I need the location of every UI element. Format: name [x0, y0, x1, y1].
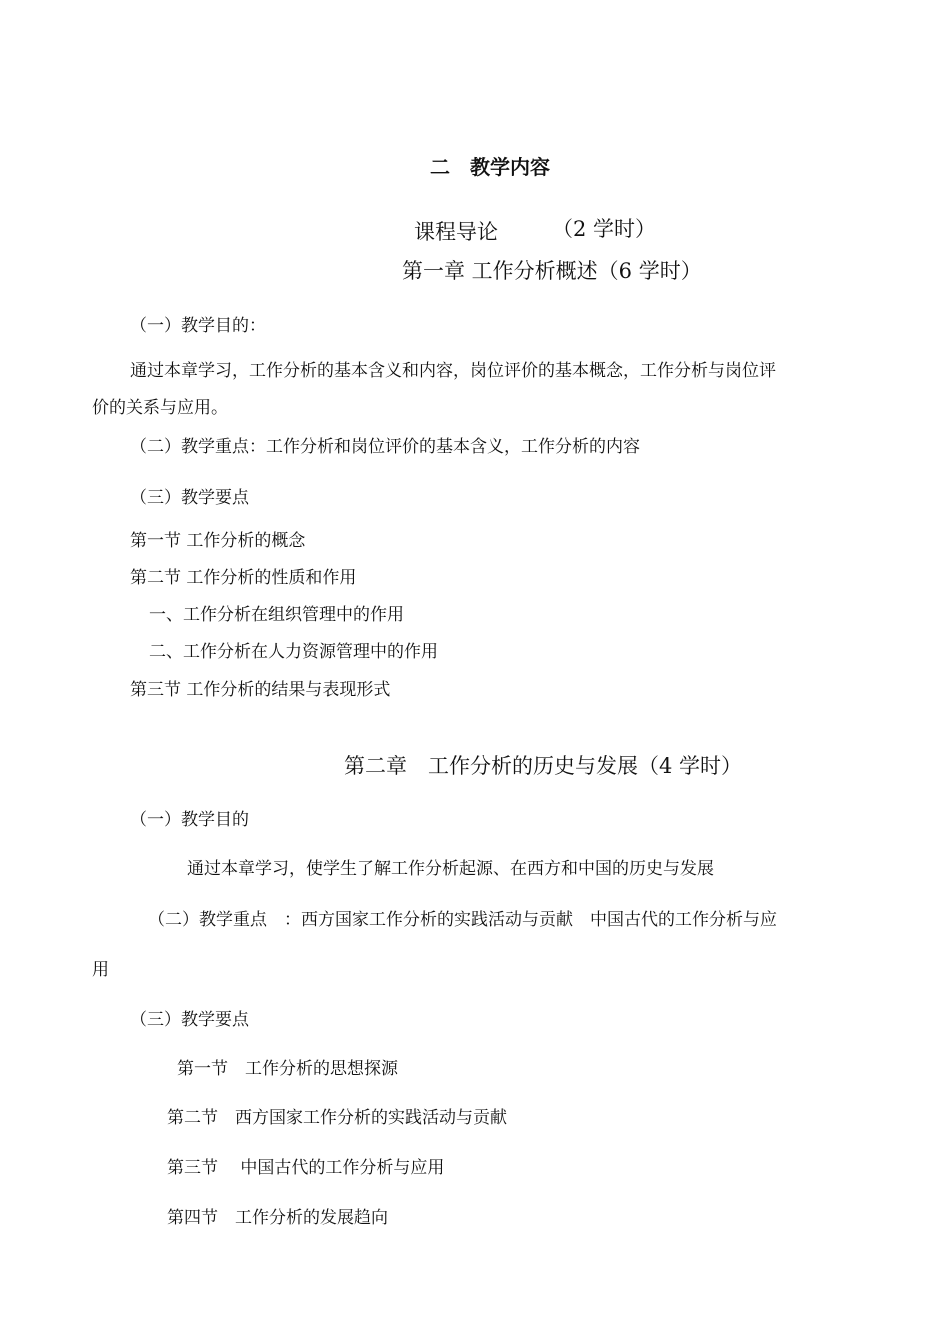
chapter2-item: 第一节 工作分析的思想探源 — [177, 1059, 398, 1079]
chapter2-item: 第四节 工作分析的发展趋向 — [167, 1208, 388, 1228]
intro-title: 课程导论 — [414, 220, 498, 244]
chapter2-item: 第三节 中国古代的工作分析与应用 — [167, 1158, 445, 1178]
chapter2-objective-text: 通过本章学习，使学生了解工作分析起源、在西方和中国的历史与发展 — [187, 859, 714, 879]
chapter2-title: 第二章 工作分析的历史与发展（4 学时） — [344, 754, 743, 778]
section-title: 二 教学内容 — [430, 155, 550, 179]
chapter2-points-heading: （三）教学要点 — [130, 1010, 249, 1030]
chapter1-item: 第三节 工作分析的结果与表现形式 — [130, 680, 391, 700]
chapter1-item: 一、工作分析在组织管理中的作用 — [149, 605, 404, 625]
chapter2-item: 第二节 西方国家工作分析的实践活动与贡献 — [167, 1108, 507, 1128]
chapter1-objective-heading: （一）教学目的： — [130, 316, 266, 336]
chapter2-objective-heading: （一）教学目的 — [130, 810, 249, 830]
chapter2-focus: （二）教学重点 ：西方国家工作分析的实践活动与贡献 中国古代的工作分析与应 — [148, 910, 777, 930]
chapter1-objective-text: 通过本章学习，工作分析的基本含义和内容，岗位评价的基本概念，工作分析与岗位评 — [130, 361, 776, 381]
intro-hours: （2 学时） — [552, 217, 657, 241]
chapter1-item: 第一节 工作分析的概念 — [130, 531, 306, 551]
chapter1-focus: （二）教学重点：工作分析和岗位评价的基本含义，工作分析的内容 — [130, 437, 640, 457]
chapter1-objective-text-cont: 价的关系与应用。 — [92, 398, 228, 418]
chapter1-item: 二、工作分析在人力资源管理中的作用 — [149, 642, 438, 662]
chapter1-item: 第二节 工作分析的性质和作用 — [130, 568, 357, 588]
chapter1-points-heading: （三）教学要点 — [130, 488, 249, 508]
chapter1-title: 第一章 工作分析概述（6 学时） — [402, 259, 702, 283]
chapter2-focus-cont: 用 — [92, 960, 109, 980]
